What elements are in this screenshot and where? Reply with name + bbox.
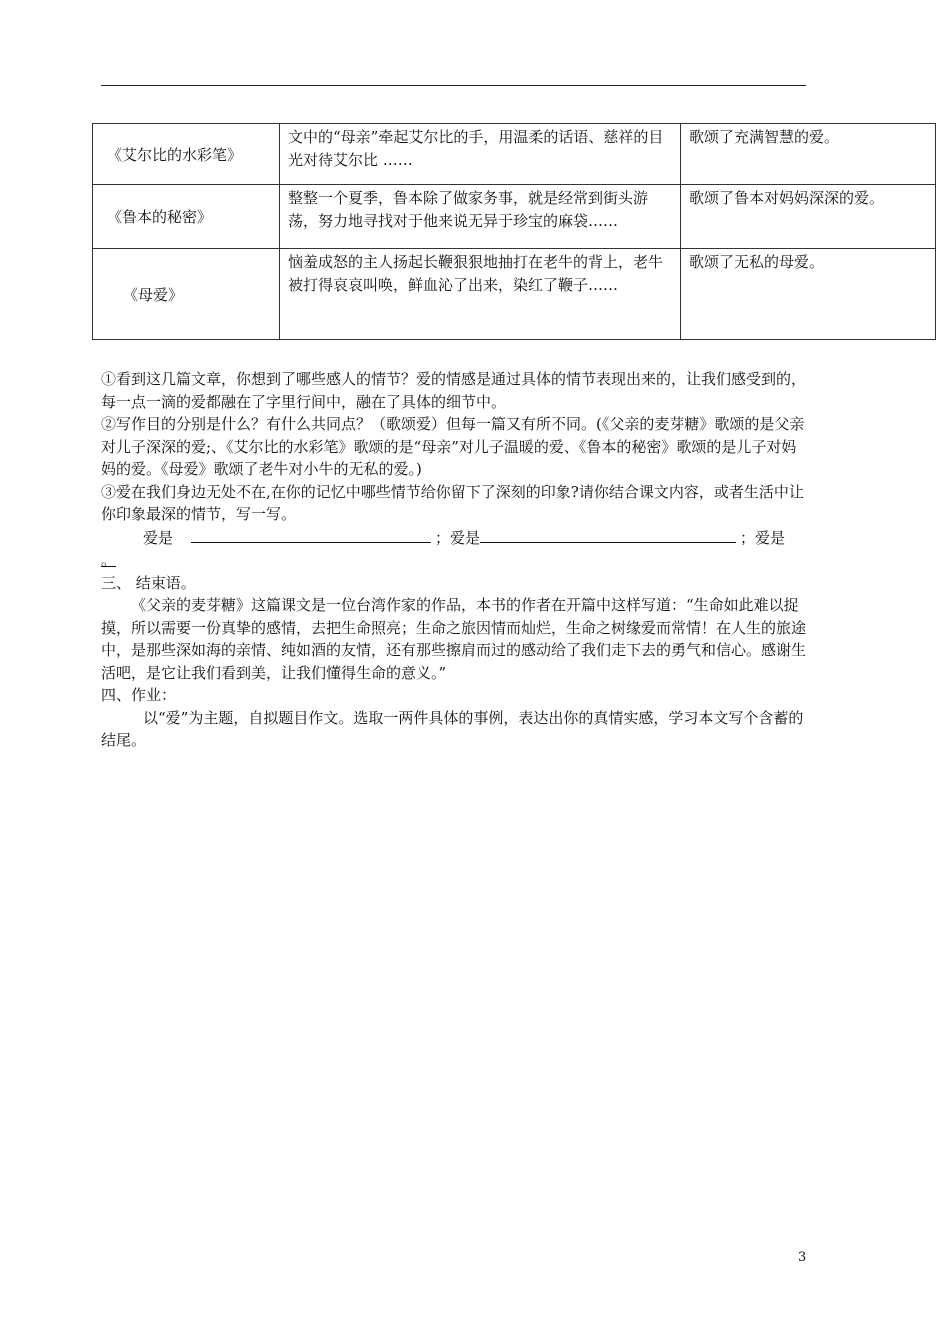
fill-blank-2[interactable] [480, 526, 736, 543]
question-2: ②写作目的分别是什么？有什么共同点？（歌颂爱）但每一篇又有所不同。(《父亲的麦芽糖》歌颂的是父亲对儿子深深的爱;、《艾尔比的水彩笔》歌颂的是“母亲”对儿子温暖的爱、《鲁本的秘密》歌颂的是儿子对妈妈的爱。《母爱》歌颂了老牛对小牛的无私的爱。) [101, 415, 805, 478]
fill-in-line [101, 526, 809, 550]
section-3-text: 《父亲的麦芽糖》这篇课文是一位台湾作家的作品，本书的作者在开篇中这样写道：“生命如此难以捉摸，所以需要一份真挚的感情，去把生命照亮；生命之旅因情而灿烂，生命之树缘爱而常情！在人生的旅途中，是那些深如海的亲情、纯如酒的友情，还有那些擦肩而过的感动给了我们走下去的勇气和信心。感谢生活吧，是它让我们看到美，让我们懂得生命的意义。” [101, 596, 807, 682]
fill-blank-1[interactable] [191, 526, 431, 543]
table-row [93, 124, 936, 185]
work-theme: 歌颂了鲁本对妈妈深深的爱。 [681, 185, 936, 249]
table-row [93, 185, 936, 249]
work-title: 《艾尔比的水彩笔》 [93, 124, 280, 185]
body-text [101, 368, 809, 752]
work-title: 《鲁本的秘密》 [93, 185, 280, 249]
header-rule [101, 85, 806, 86]
work-excerpt: 整整一个夏季，鲁本除了做家务事，就是经常到街头游荡，努力地寻找对于他来说无异于珍宝的麻袋…… [280, 185, 681, 249]
works-table [92, 123, 936, 340]
table-row [93, 249, 936, 340]
section-3-heading: 三、 结束语。 [101, 573, 196, 592]
question-3: ③爱在我们身边无处不在,在你的记忆中哪些情节给你留下了深刻的印象?请你结合课文内容，或者生活中让你印象最深的情节，写一写。 [101, 482, 804, 523]
page-number: 3 [798, 1250, 807, 1265]
work-excerpt: 文中的“母亲”牵起艾尔比的手，用温柔的话语、慈祥的目光对待艾尔比 …… [280, 124, 681, 185]
section-4-heading: 四、作业： [101, 686, 177, 704]
work-theme: 歌颂了无私的母爱。 [681, 249, 936, 340]
fill-label-3: ；爱是 [740, 528, 786, 547]
fill-label-2: ；爱是 [435, 528, 481, 547]
fill-label-1: 爱是 [143, 528, 174, 547]
work-title: 《母爱》 [93, 249, 280, 340]
section-4-text: 以“爱”为主题，自拟题目作文。选取一两件具体的事例，表达出你的真情实感，学习本文写个含蓄的结尾。 [101, 708, 804, 749]
question-1: ①看到这几篇文章，你想到了哪些感人的情节？爱的情感是通过具体的情节表现出来的，让我们感受到的，每一点一滴的爱都融在了字里行间中，融在了具体的细节中。 [101, 370, 807, 411]
work-excerpt: 恼羞成怒的主人扬起长鞭狠狠地抽打在老牛的背上，老牛被打得哀哀叫唤，鲜血沁了出来，染红了鞭子…… [280, 249, 681, 340]
work-theme: 歌颂了充满智慧的爱。 [681, 124, 936, 185]
fill-end: 。 [101, 551, 117, 569]
